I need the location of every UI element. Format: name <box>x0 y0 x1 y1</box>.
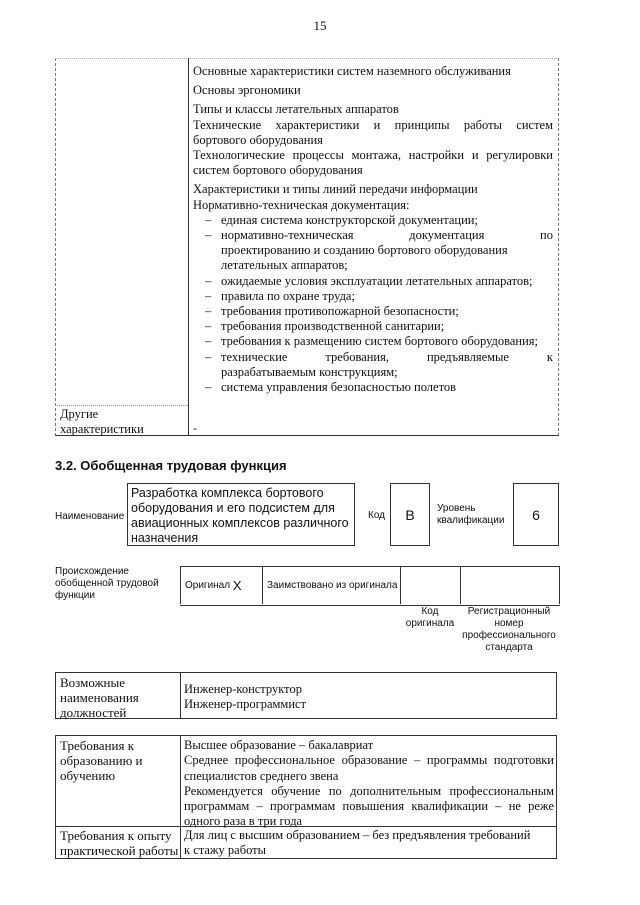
level-box: 6 <box>513 483 559 546</box>
knowledge-line: Типы и классы летательных аппаратов <box>193 102 399 117</box>
table-column-divider <box>188 58 189 435</box>
knowledge-bullet: – система управления безопасностью полетов <box>193 380 553 395</box>
education-line: одного раза в три года <box>184 814 303 829</box>
knowledge-line: Технические характеристики и принципы работы систем <box>193 117 553 132</box>
knowledge-line: Технологические процессы монтажа, настройки и регулировки <box>193 148 553 163</box>
knowledge-bullet-continued: разрабатываемым конструкциям; <box>221 364 398 379</box>
knowledge-bullet: – нормативно-техническая документация по <box>193 228 553 243</box>
page-number: 15 <box>313 18 327 33</box>
education-line: программам – программам повышения квалификации – не реже <box>184 799 554 814</box>
knowledge-bullet: – требования производственной санитарии; <box>193 319 553 334</box>
borrowed-label: Заимствовано из оригинала <box>267 579 398 591</box>
education-line: Среднее профессиональное образование – программы подготовки <box>184 753 554 768</box>
table-top-border <box>55 58 557 59</box>
knowledge-bullet: – технические требования, предъявляемые к <box>193 350 553 365</box>
experience-line: к стажу работы <box>184 843 267 858</box>
origin-label: Происхождение обобщенной трудовой функции <box>55 566 159 601</box>
knowledge-bullet: – ожидаемые условия эксплуатации летательных аппаратов; <box>193 274 553 289</box>
position-item: Инженер-конструктор <box>184 682 302 696</box>
knowledge-bullet: – единая система конструкторской документации; <box>193 213 553 228</box>
table-column-divider <box>180 735 181 859</box>
table-column-divider <box>180 672 181 719</box>
education-label: Требования к образованию и обучению <box>60 738 143 783</box>
education-text <box>184 738 554 830</box>
code-original-label: Код оригинала <box>405 606 455 629</box>
row-divider <box>55 405 188 406</box>
code-label: Код <box>368 510 386 521</box>
code-original-cell <box>400 566 460 604</box>
function-name-box: Разработка комплекса бортового оборудования и его подсистем для авиационных комплексов различного назначения <box>127 483 355 546</box>
knowledge-line: систем бортового оборудования <box>193 163 363 178</box>
name-label: Наименование <box>55 511 125 522</box>
level-label: Уровень квалификации <box>437 503 505 526</box>
reg-number-label: Регистрационный номер профессионального стандарта <box>462 606 556 653</box>
original-cell <box>180 566 262 604</box>
experience-label: Требования к опыту практической работы <box>60 828 179 858</box>
experience-text <box>184 828 554 859</box>
positions-label: Возможные наименования должностей <box>60 675 139 720</box>
knowledge-list <box>193 64 553 395</box>
other-characteristics-value: - <box>193 421 197 435</box>
education-line: Рекомендуется обучение по дополнительным профессиональным <box>184 783 554 798</box>
original-mark: Х <box>232 577 242 593</box>
education-line: специалистов среднего звена <box>184 768 339 783</box>
knowledge-bullet: – требования противопожарной безопасности; <box>193 304 553 319</box>
position-item: Инженер-программист <box>184 697 307 711</box>
knowledge-line: Основы эргономики <box>193 83 301 98</box>
code-box: В <box>390 483 430 546</box>
borrowed-cell <box>262 566 400 604</box>
knowledge-line: Нормативно-техническая документация: <box>193 197 410 212</box>
knowledge-bullet: – требования к размещению систем бортового оборудования; <box>193 334 553 349</box>
reg-number-cell <box>460 566 560 604</box>
knowledge-bullet-continued: проектированию и созданию бортового оборудования <box>221 243 508 258</box>
experience-line: Для лиц с высшим образованием – без предъявления требований <box>184 828 531 842</box>
knowledge-bullet: – правила по охране труда; <box>193 289 553 304</box>
original-label: Оригинал <box>185 579 231 591</box>
knowledge-line: Основные характеристики систем наземного обслуживания <box>193 64 511 78</box>
section-title: 3.2. Обобщенная трудовая функция <box>55 458 287 473</box>
education-line: Высшее образование – бакалавриат <box>184 738 374 752</box>
other-characteristics-label: Другие характеристики <box>60 407 144 436</box>
knowledge-line: бортового оборудования <box>193 132 323 147</box>
knowledge-line: Характеристики и типы линий передачи информации <box>193 182 478 197</box>
knowledge-bullet-continued: летательных аппаратов; <box>221 258 348 273</box>
